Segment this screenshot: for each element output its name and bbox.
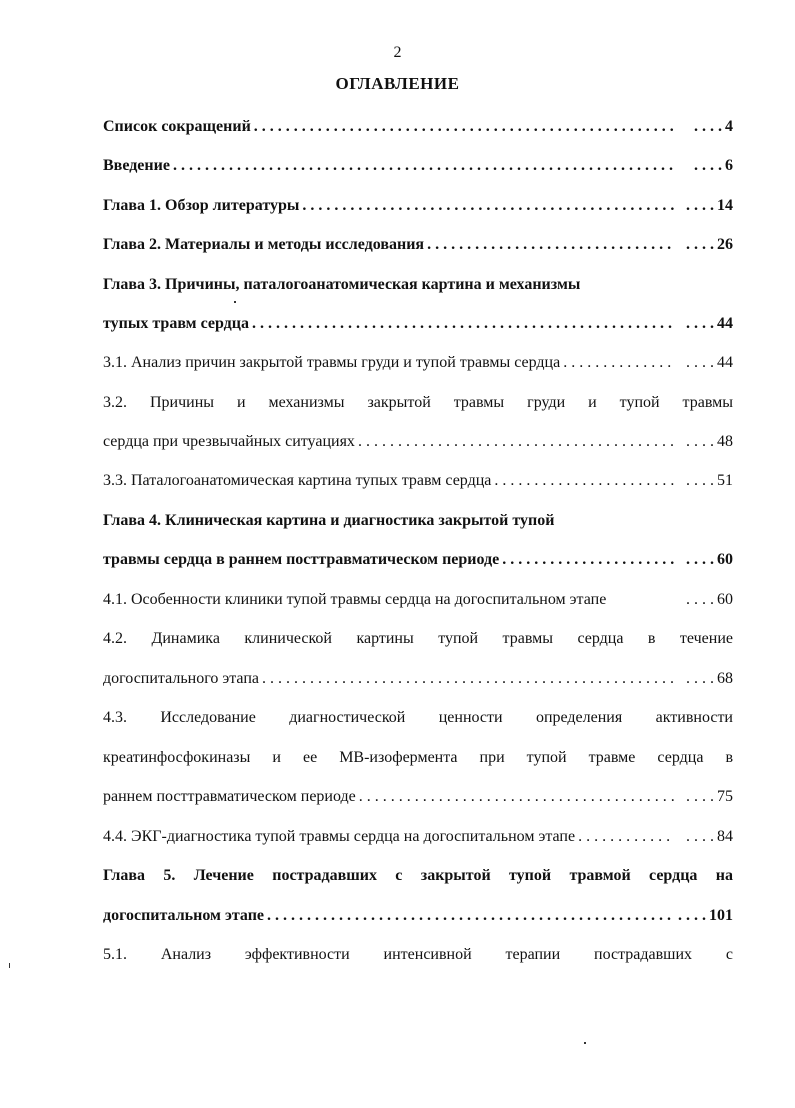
dot-leader: [252, 313, 674, 335]
toc-entry-abbreviations[interactable]: [103, 116, 733, 138]
toc-entry-text: догоспитальном этапе: [103, 907, 265, 924]
scan-speck: [584, 1042, 586, 1044]
dot-leader: [578, 826, 674, 848]
toc-entry-text: Список сокращений: [103, 118, 251, 135]
toc-entry-chapter-4-line-1[interactable]: Глава 4. Клиническая картина и диагностика закрытой тупой: [103, 512, 555, 529]
toc-page-number: . . . . 4: [677, 116, 733, 138]
toc-entry-section-5-1-line-1[interactable]: 5.1. Анализ эффективности интенсивной терапии пострадавших с: [103, 946, 733, 963]
dot-leader: [173, 155, 674, 177]
toc-entry-section-3-2[interactable]: [103, 431, 733, 453]
toc-entry-chapter-2[interactable]: [103, 234, 733, 256]
toc-entry-section-3-2-line-1[interactable]: 3.2. Причины и механизмы закрытой травмы груди и тупой травмы: [103, 394, 733, 411]
toc-entry-text: раннем посттравматическом периоде: [103, 788, 356, 805]
dot-leader: [359, 786, 674, 808]
toc-entry-section-4-4[interactable]: [103, 826, 733, 848]
toc-page-number: . . . . 84: [677, 826, 733, 848]
toc-page-number: . . . . 44: [677, 313, 733, 335]
toc-entry-text: 3.3. Паталогоанатомическая картина тупых травм сердца: [103, 472, 492, 489]
scan-speck: [9, 963, 10, 968]
toc-entry-text: 4.4. ЭКГ-диагностика тупой травмы сердца на догоспитальном этапе: [103, 828, 576, 845]
toc-entry-section-4-2[interactable]: [103, 668, 733, 690]
toc-page-number: . . . . 101: [677, 905, 733, 927]
dot-leader: [262, 668, 674, 690]
toc-page-number: . . . . 60: [677, 589, 733, 611]
toc-entry-text: 3.1. Анализ причин закрытой травмы груди и тупой травмы сердца: [103, 354, 561, 371]
toc-entry-text: тупых травм сердца: [103, 315, 249, 332]
toc-entry-text: сердца при чрезвычайных ситуациях: [103, 433, 355, 450]
toc-entry-section-3-1[interactable]: [103, 352, 733, 374]
toc-page-number: . . . . 48: [677, 431, 733, 453]
toc-page-number: . . . . 75: [677, 786, 733, 808]
page-number: 2: [393, 44, 402, 61]
toc-page-number: . . . . 6: [677, 155, 733, 177]
dot-leader: [563, 352, 674, 374]
toc-page-number: . . . . 14: [677, 195, 733, 217]
dot-leader: [494, 470, 674, 492]
toc-entry-chapter-1[interactable]: [103, 195, 733, 217]
toc-entry-chapter-5-line-1[interactable]: Глава 5. Лечение пострадавших с закрытой тупой травмой сердца на: [103, 867, 733, 884]
toc-page-number: . . . . 60: [677, 549, 733, 571]
toc-entry-chapter-5[interactable]: [103, 905, 733, 927]
toc-entry-section-4-2-line-1[interactable]: 4.2. Динамика клинической картины тупой травмы сердца в течение: [103, 630, 733, 647]
dot-leader: [427, 234, 674, 256]
toc-entry-section-4-3-line-2[interactable]: креатинфосфокиназы и ее МВ-изофермента при тупой травме сердца в: [103, 749, 733, 766]
dot-leader: [254, 116, 674, 138]
dot-leader: [267, 905, 674, 927]
toc-entry-section-4-1[interactable]: [103, 589, 733, 611]
toc-page-number: . . . . 44: [677, 352, 733, 374]
toc-entry-text: догоспитального этапа: [103, 670, 259, 687]
toc-entry-introduction[interactable]: [103, 155, 733, 177]
toc-entry-text: Глава 1. Обзор литературы: [103, 197, 300, 214]
page-title: ОГЛАВЛЕНИЕ: [335, 74, 460, 93]
toc-entry-section-4-3-line-1[interactable]: 4.3. Исследование диагностической ценности определения активности: [103, 709, 733, 726]
dot-leader: [502, 549, 674, 571]
dot-leader: [358, 431, 674, 453]
toc-entry-chapter-3[interactable]: [103, 313, 733, 335]
toc-entry-text: 4.1. Особенности клиники тупой травмы сердца на догоспитальном этапе: [103, 591, 607, 608]
toc-page-number: . . . . 51: [677, 470, 733, 492]
toc-entry-chapter-3-line-1[interactable]: Глава 3. Причины, паталогоанатомическая картина и механизмы: [103, 276, 581, 293]
toc-entry-text: травмы сердца в раннем посттравматическом периоде: [103, 551, 500, 568]
toc-entry-text: Глава 2. Материалы и методы исследования: [103, 236, 425, 253]
toc-entry-section-4-3[interactable]: [103, 786, 733, 808]
toc-entry-text: Введение: [103, 157, 170, 174]
toc-entry-section-3-3[interactable]: [103, 470, 733, 492]
toc-entry-chapter-4[interactable]: [103, 549, 733, 571]
toc-page-number: . . . . 68: [677, 668, 733, 690]
toc-page-number: . . . . 26: [677, 234, 733, 256]
dot-leader: [302, 195, 674, 217]
scan-speck: [234, 301, 236, 303]
